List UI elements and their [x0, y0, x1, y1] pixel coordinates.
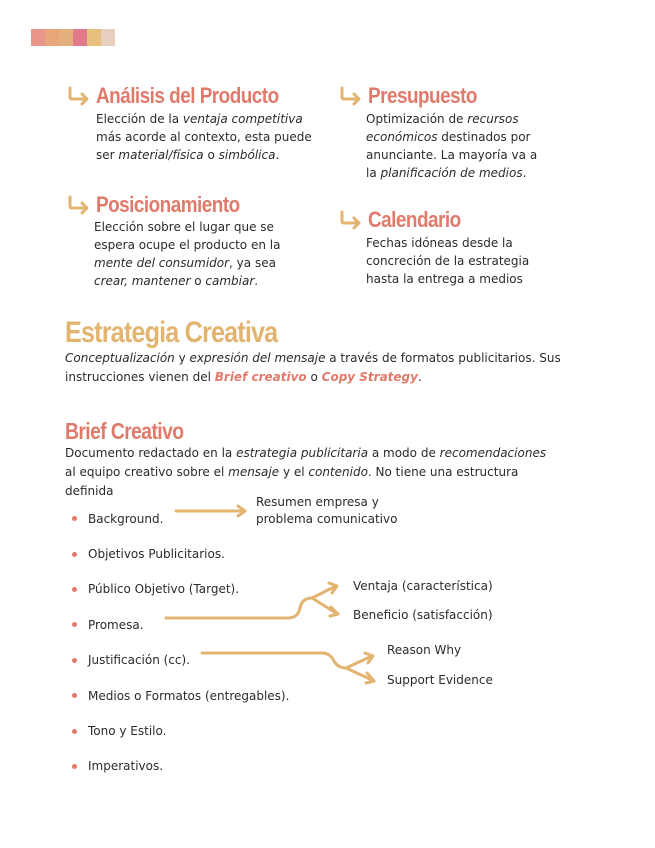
justificacion-branch — [202, 653, 372, 680]
emphasis: ventaja competitiva — [182, 112, 303, 126]
annotation-background: Resumen empresa y problema comunicativo — [256, 495, 398, 526]
highlight-term: Copy Strategy — [321, 370, 418, 384]
section-text: Elección sobre el lugar que se espera ocupe el producto en la mente del consumidor, ya sea crear, mantener o cambiar. — [94, 220, 281, 288]
section-title: Calendario — [368, 207, 461, 232]
section-text: Optimización de recursos económicos destinados por anunciante. La mayoría va a la planificación de medios. — [366, 112, 538, 180]
list-item-label: Público Objetivo (Target). — [88, 582, 240, 597]
emphasis: crear, mantener — [94, 274, 191, 288]
emphasis: cambiar — [205, 274, 255, 288]
emphasis: mensaje — [228, 465, 280, 479]
emphasis: recursos económicos — [366, 112, 519, 144]
section-title: Análisis del Producto — [96, 83, 279, 108]
section-text: Elección de la ventaja competitiva más acorde al contexto, esta puede ser material/física o simbólica. — [96, 112, 312, 162]
annotation-ventaja: Ventaja (característica) — [353, 579, 493, 593]
promesa-branch — [166, 586, 336, 618]
list-item-label: Background. — [88, 511, 164, 526]
brief-text: Documento redactado en la estrategia publicitaria a modo de recomendaciones al equipo creativo sobre el mensaje y el contenido. No tiene una estructura definida — [65, 446, 547, 498]
annotation-reason-why: Reason Why — [387, 643, 462, 657]
estrategia-text: Conceptualización y expresión del mensaje a través de formatos publicitarios. Sus instrucciones vienen del Brief creativo o Copy Strategy. — [65, 351, 561, 384]
annotation-support-evidence: Support Evidence — [387, 673, 493, 687]
list-item-label: Tono y Estilo. — [88, 724, 167, 739]
list-item-label: Justificación (cc). — [88, 653, 191, 668]
estrategia-title: Estrategia Creativa — [65, 316, 278, 349]
emphasis: expresión del mensaje — [189, 351, 326, 365]
list-item-label: Medios o Formatos (entregables). — [88, 688, 290, 703]
section-text: Fechas idóneas desde la concreción de la estrategia hasta la entrega a medios — [366, 236, 530, 286]
emphasis: estrategia publicitaria — [236, 446, 369, 460]
annotation-beneficio: Beneficio (satisfacción) — [353, 608, 493, 622]
emphasis: mente del consumidor — [94, 256, 230, 270]
emphasis: contenido — [308, 465, 368, 479]
brief-title: Brief Creativo — [65, 418, 184, 444]
list-item-label: Promesa. — [88, 617, 144, 632]
list-item-label: Objetivos Publicitarios. — [88, 547, 225, 562]
emphasis: Conceptualización — [65, 351, 175, 365]
highlight-term: Brief creativo — [214, 370, 307, 384]
emphasis: simbólica — [218, 148, 276, 162]
section-title: Posicionamiento — [96, 192, 240, 217]
list-item-label: Imperativos. — [88, 759, 164, 774]
emphasis: material/física — [118, 148, 204, 162]
emphasis: planificación de medios — [380, 166, 523, 180]
emphasis: recomendaciones — [439, 446, 547, 460]
section-title: Presupuesto — [368, 83, 477, 108]
